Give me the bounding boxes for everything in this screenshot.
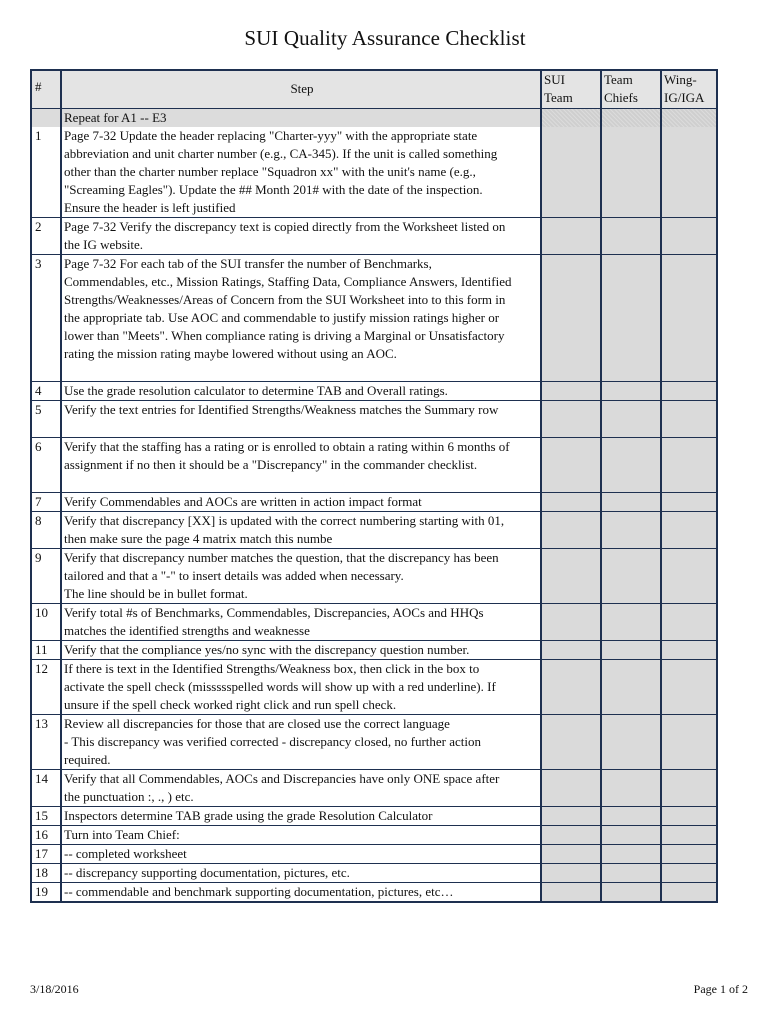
step-text [60, 864, 540, 882]
footer-date: 3/18/2016 [30, 982, 79, 996]
table-row [32, 640, 716, 659]
step-line: rating the mission rating maybe lowered without using an AOC. [64, 346, 397, 361]
step-line: Verify Commendables and AOCs are written in action impact format [64, 494, 422, 509]
wing-ig-check-cell[interactable] [660, 549, 716, 603]
step-text [60, 255, 540, 381]
sui-team-check-cell[interactable] [540, 845, 600, 863]
wing-ig-check-cell[interactable] [660, 641, 716, 659]
sui-team-check-cell[interactable] [540, 641, 600, 659]
step-number: 8 [35, 513, 42, 528]
sui-team-check-cell[interactable] [540, 127, 600, 217]
table-row [32, 437, 716, 492]
step-line: then make sure the page 4 matrix match this numbe [64, 531, 333, 546]
step-number: 4 [35, 383, 42, 398]
wing-ig-check-cell[interactable] [660, 512, 716, 548]
step-line: lower than "Meets". When compliance rating is driving a Marginal or Unsatisfactory [64, 328, 505, 343]
sui-team-check-cell[interactable] [540, 715, 600, 769]
team-chiefs-check-cell[interactable] [600, 826, 660, 844]
team-chiefs-check-cell[interactable] [600, 493, 660, 511]
table-row [32, 492, 716, 511]
step-line: Review all discrepancies for those that are closed use the correct language [64, 716, 450, 731]
step-number: 16 [35, 827, 48, 842]
step-text [60, 807, 540, 825]
step-line [64, 363, 540, 381]
team-chiefs-check-cell[interactable] [600, 845, 660, 863]
wing-ig-check-cell[interactable] [660, 826, 716, 844]
team-chiefs-check-cell[interactable] [600, 604, 660, 640]
step-line: -- discrepancy supporting documentation, pictures, etc. [64, 865, 350, 880]
step-text [60, 438, 540, 492]
step-line: Inspectors determine TAB grade using the grade Resolution Calculator [64, 808, 433, 823]
step-line: Page 7-32 Update the header replacing "Charter-yyy" with the appropriate state [64, 128, 478, 143]
step-text [60, 218, 540, 254]
step-number: 19 [35, 884, 48, 899]
step-line: matches the identified strengths and weaknesse [64, 623, 310, 638]
table-row [32, 714, 716, 769]
team-chiefs-check-cell[interactable] [600, 715, 660, 769]
step-line: Verify that the staffing has a rating or is enrolled to obtain a rating within 6 months of [64, 439, 510, 454]
wing-ig-check-cell[interactable] [660, 127, 716, 217]
step-line: Verify that discrepancy number matches the question, that the discrepancy has been [64, 550, 499, 565]
step-number: 14 [35, 771, 48, 786]
step-text [60, 382, 540, 400]
sui-team-check-cell[interactable] [540, 218, 600, 254]
header-sui-team: SUI Team [540, 71, 600, 108]
step-line: The line should be in bullet format. [64, 586, 248, 601]
table-row [32, 127, 716, 217]
step-text [60, 770, 540, 806]
step-line: "Screaming Eagles"). Update the ## Month 201# with the date of the inspection. [64, 182, 483, 197]
table-row [32, 548, 716, 603]
sui-team-check-cell[interactable] [540, 512, 600, 548]
team-chiefs-check-cell[interactable] [600, 883, 660, 901]
team-chiefs-check-cell[interactable] [600, 218, 660, 254]
team-chiefs-check-cell[interactable] [600, 512, 660, 548]
header-wing-ig: Wing- IG/IGA [660, 71, 716, 108]
step-line: tailored and that a "-" to insert details was added when necessary. [64, 568, 404, 583]
footer-page-number: Page 1 of 2 [693, 982, 748, 996]
sui-team-check-cell[interactable] [540, 807, 600, 825]
team-chiefs-check-cell[interactable] [600, 438, 660, 492]
table-row [32, 659, 716, 714]
step-line: If there is text in the Identified Strengths/Weakness box, then click in the box to [64, 661, 480, 676]
sui-team-check-cell[interactable] [540, 549, 600, 603]
step-line: Verify that discrepancy [XX] is updated with the correct numbering starting with 01, [64, 513, 505, 528]
sui-team-check-cell[interactable] [540, 826, 600, 844]
step-line: Commendables, etc., Mission Ratings, Staffing Data, Compliance Answers, Identified [64, 274, 512, 289]
sui-team-check-cell[interactable] [540, 493, 600, 511]
wing-ig-check-cell[interactable] [660, 715, 716, 769]
step-number: 2 [35, 219, 42, 234]
step-number: 12 [35, 661, 48, 676]
table-row [32, 825, 716, 844]
step-line: - This discrepancy was verified corrected - discrepancy closed, no further action [64, 734, 482, 749]
step-number: 17 [35, 846, 48, 861]
step-text [60, 549, 540, 603]
step-line: unsure if the spell check worked right click and run spell check. [64, 697, 397, 712]
step-text [60, 493, 540, 511]
step-line: Page 7-32 For each tab of the SUI transfer the number of Benchmarks, [64, 256, 432, 271]
wing-ig-check-cell[interactable] [660, 770, 716, 806]
step-line: assignment if no then it should be a "Discrepancy" in the commander checklist. [64, 457, 478, 472]
table-row [32, 254, 716, 381]
step-line: the appropriate tab. Use AOC and commendable to justify mission ratings higher or [64, 310, 500, 325]
table-row [32, 806, 716, 825]
sui-team-check-cell[interactable] [540, 401, 600, 437]
step-line: required. [64, 752, 111, 767]
step-line: Verify that all Commendables, AOCs and Discrepancies have only ONE space after [64, 771, 500, 786]
wing-ig-check-cell[interactable] [660, 660, 716, 714]
header-num: # [35, 79, 42, 94]
step-line: Page 7-32 Verify the discrepancy text is copied directly from the Worksheet listed on [64, 219, 506, 234]
step-line: other than the charter number replace "Squadron xx" with the unit's name (e.g., [64, 164, 476, 179]
sui-team-check-cell[interactable] [540, 438, 600, 492]
step-number: 9 [35, 550, 42, 565]
step-number: 15 [35, 808, 48, 823]
table-row [32, 603, 716, 640]
step-line: Ensure the header is left justified [64, 200, 236, 215]
table-row [32, 882, 716, 901]
step-line: Verify total #s of Benchmarks, Commendables, Discrepancies, AOCs and HHQs [64, 605, 484, 620]
step-text [60, 401, 540, 437]
header-step: Step [60, 71, 540, 108]
step-number: 13 [35, 716, 48, 731]
wing-ig-check-cell[interactable] [660, 438, 716, 492]
step-line: Verify that the compliance yes/no sync with the discrepancy question number. [64, 642, 470, 657]
step-line: Verify the text entries for Identified Strengths/Weakness matches the Summary row [64, 402, 499, 417]
wing-ig-check-cell[interactable] [660, 604, 716, 640]
step-line: Turn into Team Chief: [64, 827, 180, 842]
team-chiefs-check-cell[interactable] [600, 807, 660, 825]
sui-team-check-cell[interactable] [540, 770, 600, 806]
team-chiefs-check-cell[interactable] [600, 401, 660, 437]
table-row [32, 769, 716, 806]
team-chiefs-check-cell[interactable] [600, 382, 660, 400]
team-chiefs-check-cell[interactable] [600, 770, 660, 806]
section-row [32, 108, 716, 127]
step-text [60, 641, 540, 659]
table-header-row [32, 71, 716, 108]
team-chiefs-check-cell[interactable] [600, 864, 660, 882]
header-team-chiefs: Team Chiefs [600, 71, 660, 108]
step-line: Use the grade resolution calculator to determine TAB and Overall ratings. [64, 383, 448, 398]
step-text [60, 883, 540, 901]
step-text [60, 127, 540, 217]
step-number: 11 [35, 642, 48, 657]
table-row [32, 844, 716, 863]
step-number: 5 [35, 402, 42, 417]
step-text [60, 512, 540, 548]
step-number: 3 [35, 256, 42, 271]
step-line: abbreviation and unit charter number (e.g., CA-345). If the unit is called something [64, 146, 498, 161]
table-row [32, 381, 716, 400]
step-text [60, 826, 540, 844]
step-line: activate the spell check (missssspelled words will show up with a red underline). If [64, 679, 496, 694]
step-line [64, 474, 540, 492]
step-number: 10 [35, 605, 48, 620]
team-chiefs-check-cell[interactable] [600, 127, 660, 217]
step-text [60, 604, 540, 640]
checklist-table [30, 69, 718, 903]
sui-team-check-cell[interactable] [540, 864, 600, 882]
step-text [60, 715, 540, 769]
sui-team-check-cell[interactable] [540, 883, 600, 901]
wing-ig-check-cell[interactable] [660, 493, 716, 511]
table-row [32, 400, 716, 437]
team-chiefs-check-cell[interactable] [600, 549, 660, 603]
page-title: SUI Quality Assurance Checklist [244, 26, 526, 50]
table-row [32, 511, 716, 548]
step-line: the IG website. [64, 237, 144, 252]
team-chiefs-check-cell[interactable] [600, 255, 660, 381]
section-label: Repeat for A1 -- E3 [60, 109, 540, 127]
team-chiefs-check-cell[interactable] [600, 641, 660, 659]
wing-ig-check-cell[interactable] [660, 845, 716, 863]
table-row [32, 863, 716, 882]
wing-ig-check-cell[interactable] [660, 218, 716, 254]
wing-ig-check-cell[interactable] [660, 807, 716, 825]
wing-ig-check-cell[interactable] [660, 255, 716, 381]
sui-team-check-cell[interactable] [540, 255, 600, 381]
wing-ig-check-cell[interactable] [660, 382, 716, 400]
step-text [60, 660, 540, 714]
wing-ig-check-cell[interactable] [660, 401, 716, 437]
step-number: 6 [35, 439, 42, 454]
step-line: Strengths/Weaknesses/Areas of Concern from the SUI Worksheet into to this form in [64, 292, 506, 307]
table-row [32, 217, 716, 254]
step-number: 18 [35, 865, 48, 880]
wing-ig-check-cell[interactable] [660, 864, 716, 882]
sui-team-check-cell[interactable] [540, 660, 600, 714]
sui-team-check-cell[interactable] [540, 382, 600, 400]
step-line [64, 419, 540, 437]
sui-team-check-cell[interactable] [540, 604, 600, 640]
step-line: -- commendable and benchmark supporting documentation, pictures, etc… [64, 884, 454, 899]
team-chiefs-check-cell[interactable] [600, 660, 660, 714]
wing-ig-check-cell[interactable] [660, 883, 716, 901]
step-text [60, 845, 540, 863]
step-line: -- completed worksheet [64, 846, 187, 861]
step-number: 7 [35, 494, 42, 509]
step-number: 1 [35, 128, 42, 143]
step-line: the punctuation :, ., ) etc. [64, 789, 194, 804]
